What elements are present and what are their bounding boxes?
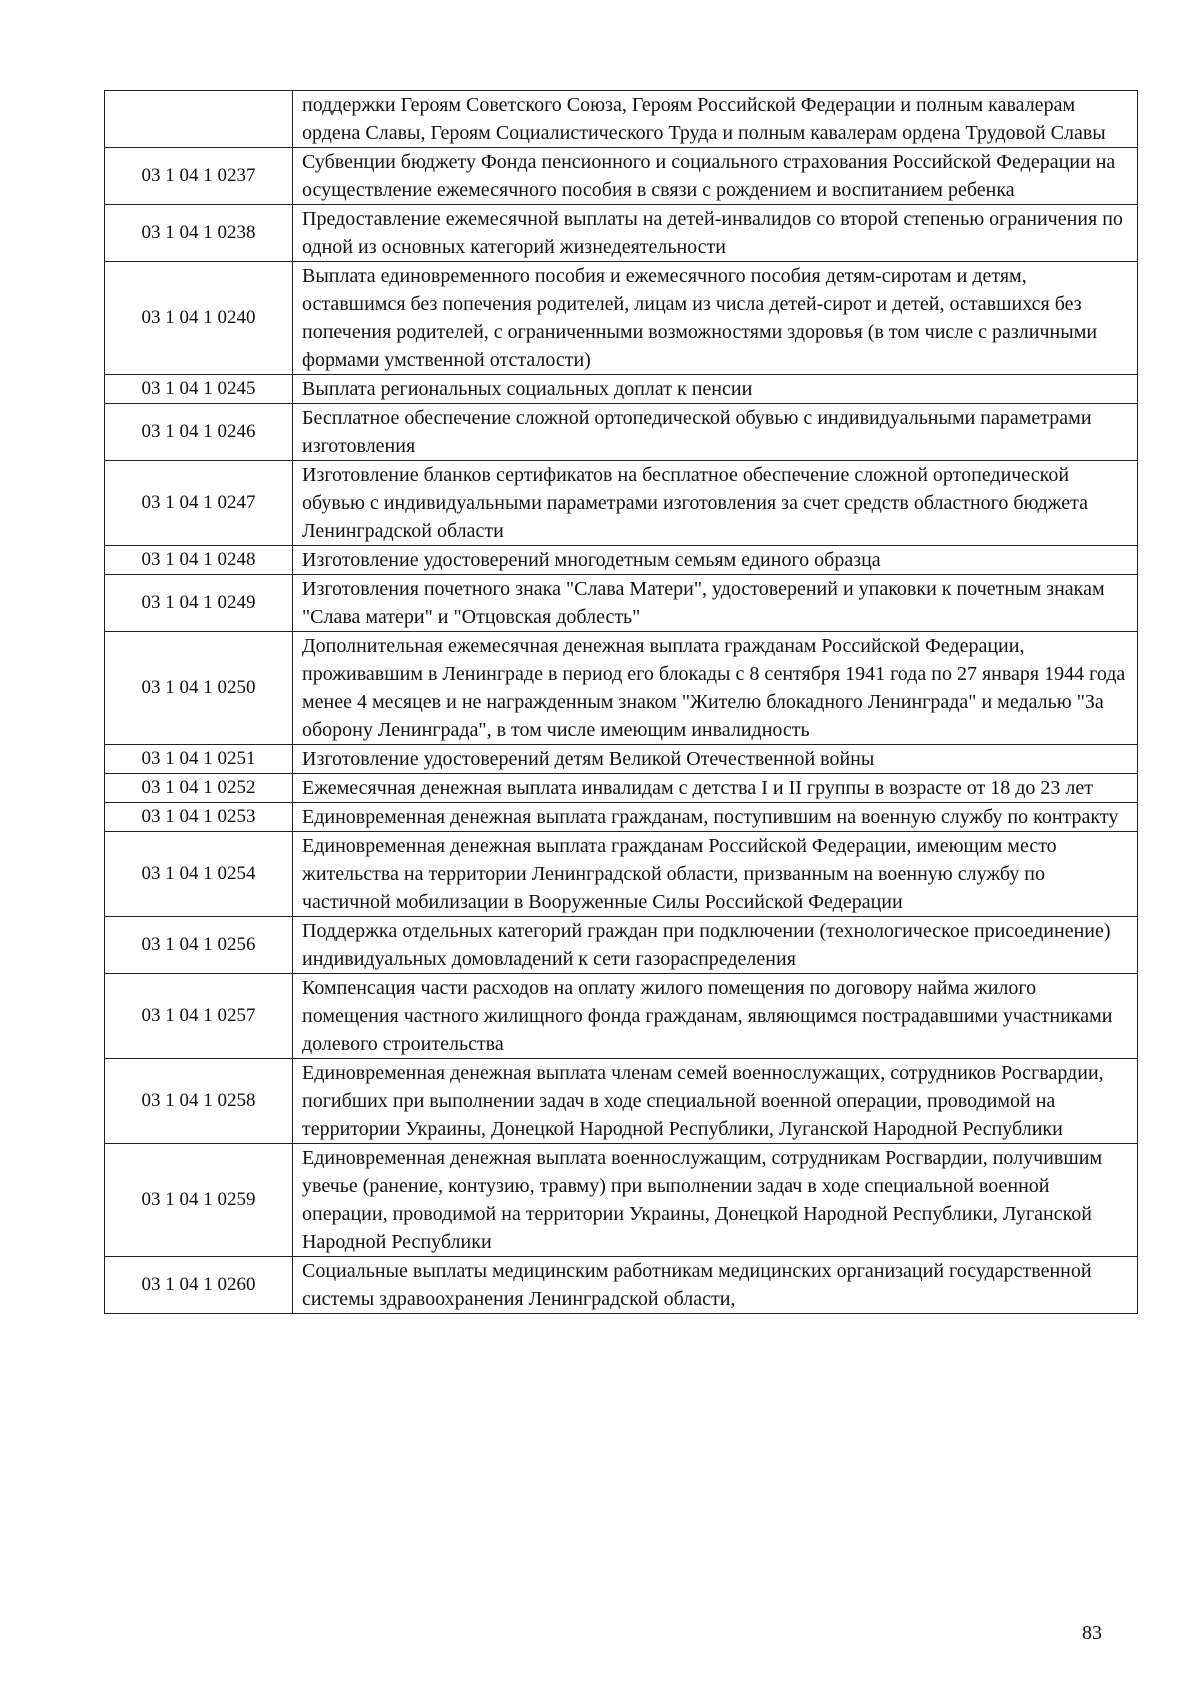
table-row [105,148,1138,205]
expense-description-cell: Единовременная денежная выплата членам семей военнослужащих, сотрудников Росгвардии, погибших при выполнении задач в ходе специальной военной операции, проводимой на территории Украины, Донецкой Народной Республики, Луганской Народной Республики [293,1059,1138,1144]
budget-code-cell: 03 1 04 1 0260 [105,1257,293,1314]
table-row [105,205,1138,262]
page-number: 83 [1082,1622,1102,1644]
budget-code-cell: 03 1 04 1 0250 [105,632,293,745]
expense-description-cell: Изготовления почетного знака "Слава Матери", удостоверений и упаковки к почетным знакам "Слава матери" и "Отцовская доблесть" [293,575,1138,632]
budget-code-cell: 03 1 04 1 0249 [105,575,293,632]
budget-code-cell: 03 1 04 1 0246 [105,404,293,461]
budget-code-cell: 03 1 04 1 0237 [105,148,293,205]
budget-code-cell: 03 1 04 1 0240 [105,262,293,375]
expense-description-cell: Социальные выплаты медицинским работникам медицинских организаций государственной системы здравоохранения Ленинградской области, [293,1257,1138,1314]
budget-code-cell: 03 1 04 1 0245 [105,375,293,404]
table-row [105,375,1138,404]
budget-code-cell: 03 1 04 1 0254 [105,832,293,917]
table-row [105,262,1138,375]
expense-description-cell: Компенсация части расходов на оплату жилого помещения по договору найма жилого помещения частного жилищного фонда гражданам, являющимся пострадавшими участниками долевого строительства [293,974,1138,1059]
table-row [105,803,1138,832]
expense-description-cell: Выплата региональных социальных доплат к пенсии [293,375,1138,404]
expense-description-cell: Субвенции бюджету Фонда пенсионного и социального страхования Российской Федерации на осуществление ежемесячного пособия в связи с рождением и воспитанием ребенка [293,148,1138,205]
budget-code-cell: 03 1 04 1 0256 [105,917,293,974]
table-row [105,774,1138,803]
table-row [105,546,1138,575]
expense-description-cell: Изготовление бланков сертификатов на бесплатное обеспечение сложной ортопедической обувью с индивидуальными параметрами изготовления за счет средств областного бюджета Ленинградской области [293,461,1138,546]
budget-code-cell: 03 1 04 1 0253 [105,803,293,832]
budget-code-cell: 03 1 04 1 0259 [105,1144,293,1257]
table-row [105,91,1138,148]
budget-code-cell: 03 1 04 1 0251 [105,745,293,774]
table-row [105,1257,1138,1314]
table-row [105,917,1138,974]
table-row [105,832,1138,917]
table-row [105,974,1138,1059]
budget-code-cell: 03 1 04 1 0257 [105,974,293,1059]
expense-description-cell: Дополнительная ежемесячная денежная выплата гражданам Российской Федерации, проживавшим в Ленинграде в период его блокады с 8 сентября 1941 года по 27 января 1944 года менее 4 месяцев и не награжденным знаком "Жителю блокадного Ленинграда" и медалью "За оборону Ленинграда", в том числе имеющим инвалидность [293,632,1138,745]
budget-code-cell: 03 1 04 1 0252 [105,774,293,803]
expense-description-cell: поддержки Героям Советского Союза, Героям Российской Федерации и полным кавалерам ордена Славы, Героям Социалистического Труда и полным кавалерам ордена Трудовой Славы [293,91,1138,148]
table-row [105,1144,1138,1257]
expense-description-cell: Ежемесячная денежная выплата инвалидам с детства I и II группы в возрасте от 18 до 23 лет [293,774,1138,803]
expense-description-cell: Предоставление ежемесячной выплаты на детей-инвалидов со второй степенью ограничения по одной из основных категорий жизнедеятельности [293,205,1138,262]
table-row [105,1059,1138,1144]
budget-code-cell: 03 1 04 1 0248 [105,546,293,575]
expense-description-cell: Выплата единовременного пособия и ежемесячного пособия детям-сиротам и детям, оставшимся без попечения родителей, лицам из числа детей-сирот и детей, оставшихся без попечения родителей, с ограниченными возможностями здоровья (в том числе с различными формами умственной отсталости) [293,262,1138,375]
expense-description-cell: Изготовление удостоверений детям Великой Отечественной войны [293,745,1138,774]
table-row [105,404,1138,461]
expense-description-cell: Изготовление удостоверений многодетным семьям единого образца [293,546,1138,575]
budget-code-table [104,90,1138,1314]
budget-code-cell: 03 1 04 1 0247 [105,461,293,546]
budget-code-cell: 03 1 04 1 0258 [105,1059,293,1144]
table-row [105,575,1138,632]
table-row [105,745,1138,774]
table-row [105,632,1138,745]
expense-description-cell: Единовременная денежная выплата гражданам, поступившим на военную службу по контракту [293,803,1138,832]
table-row [105,461,1138,546]
expense-description-cell: Единовременная денежная выплата военнослужащим, сотрудникам Росгвардии, получившим увечье (ранение, контузию, травму) при выполнении задач в ходе специальной военной операции, проводимой на территории Украины, Донецкой Народной Республики, Луганской Народной Республики [293,1144,1138,1257]
expense-description-cell: Бесплатное обеспечение сложной ортопедической обувью с индивидуальными параметрами изготовления [293,404,1138,461]
expense-description-cell: Поддержка отдельных категорий граждан при подключении (технологическое присоединение) индивидуальных домовладений к сети газораспределения [293,917,1138,974]
budget-code-cell [105,91,293,148]
expense-description-cell: Единовременная денежная выплата гражданам Российской Федерации, имеющим место жительства на территории Ленинградской области, призванным на военную службу по частичной мобилизации в Вооруженные Силы Российской Федерации [293,832,1138,917]
budget-code-cell: 03 1 04 1 0238 [105,205,293,262]
table-body [105,91,1138,1314]
